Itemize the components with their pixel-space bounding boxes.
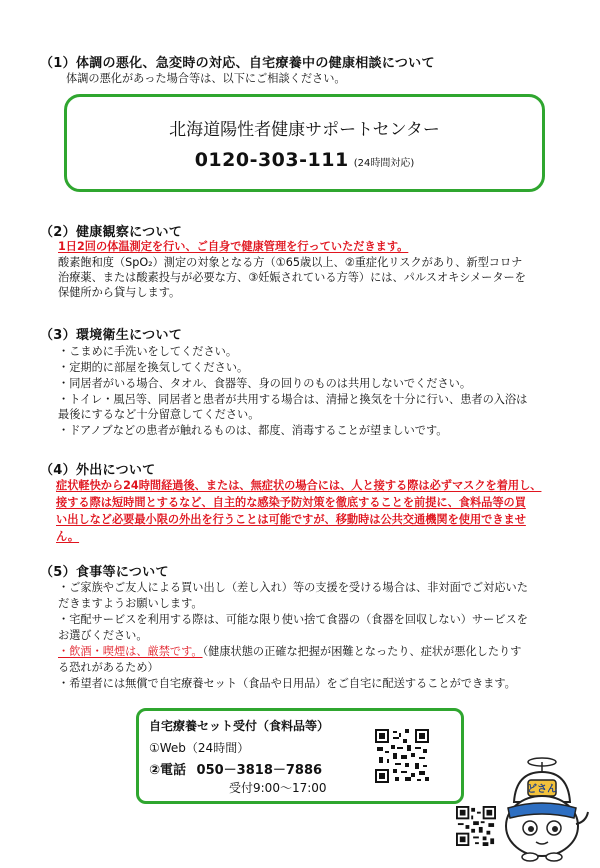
section3-line: ・こまめに手洗いをしてください。 xyxy=(58,345,238,358)
mascot-badge-text: どさん xyxy=(527,784,557,795)
section2-red-line: 1日2回の体温測定を行い、ご自身で健康管理を行っていただきます。 xyxy=(58,240,409,253)
home-kit-web[interactable]: ①Web（24時間） xyxy=(149,741,250,755)
section4-line: 症状軽快から24時間経過後、または、無症状の場合には、人と接する際は必ずマスクを着用し、 xyxy=(56,479,542,492)
section4-line: 接する際は短時間とするなど、自主的な感染予防対策を徹底することを前提に、食料品等の買 xyxy=(56,496,526,509)
section4-line: ん。 xyxy=(56,530,80,543)
qr-code-icon[interactable] xyxy=(456,806,496,846)
support-center-phone[interactable]: 0120-303-111 xyxy=(194,149,349,171)
section4-line: い出しなど必要最小限の外出を行うことは可能ですが、移動時は公共交通機関を使用できませ xyxy=(56,513,526,526)
home-kit-hours: 受付9:00～17:00 xyxy=(229,781,327,795)
section3-line: ・同居者がいる場合、タオル、食器等、身の回りのものは共用しないでください。 xyxy=(58,377,472,390)
home-kit-tel-number[interactable]: 050－3818－7886 xyxy=(196,763,323,778)
section5-line: ・希望者には無償で自宅療養セット（食品や日用品）をご自宅に配送することができます。 xyxy=(58,677,516,690)
section5-reason: （健康状態の正確な把握が困難となったり、症状が悪化したりす xyxy=(202,645,522,658)
section1-intro: 体調の悪化があった場合等は、以下にご相談ください。 xyxy=(66,72,346,85)
qr-code-icon[interactable] xyxy=(375,729,429,783)
section2-line: 酸素飽和度（SpO₂）測定の対象となる方（①65歳以上、②重症化リスクがあり、新型コロナ xyxy=(58,256,523,269)
section3-line: ・トイレ・風呂等、同居者と患者が共用する場合は、清掃と換気を十分に行い、患者の入浴は xyxy=(58,393,528,406)
section5-red-warning: ・飲酒・喫煙は、厳禁です。 xyxy=(58,645,203,658)
section1-heading: （1）体調の悪化、急変時の対応、自宅療養中の健康相談について xyxy=(40,56,435,71)
home-kit-box xyxy=(136,708,464,804)
section3-line: ・ドアノブなどの患者が触れるものは、都度、消毒することが望ましいです。 xyxy=(58,424,448,437)
section5-heading: （5）食事等について xyxy=(40,565,169,580)
section3-line: ・定期的に部屋を換気してください。 xyxy=(58,361,249,374)
section5-line: ・ご家族やご友人による買い出し（差し入れ）等の支援を受ける場合は、非対面でご対応いた xyxy=(58,581,528,594)
section3-line: 最後にするなど十分留意してください。 xyxy=(58,408,260,421)
support-center-phone-note: (24時間対応) xyxy=(353,158,415,169)
support-center-box xyxy=(64,94,545,192)
section2-heading: （2）健康観察について xyxy=(40,225,183,240)
section5-alcohol-line xyxy=(58,644,521,660)
section4-heading: （4）外出について xyxy=(40,463,156,478)
support-center-name: 北海道陽性者健康サポートセンター xyxy=(169,120,440,140)
section3-heading: （3）環境衛生について xyxy=(40,328,183,343)
home-kit-tel-label: ②電話 xyxy=(149,763,187,778)
mascot-illustration xyxy=(500,754,590,864)
section2-line: 治療薬、または酸素投与が必要な方、③妊娠されている方等）には、パルスオキシメーターを xyxy=(58,271,526,284)
section5-line: お選びください。 xyxy=(58,629,148,642)
section5-line: だきますようお願いします。 xyxy=(58,597,203,610)
section2-line: 保健所から貸与します。 xyxy=(58,286,181,299)
section5-line: る恐れがあるため） xyxy=(58,661,159,674)
home-kit-title: 自宅療養セット受付（食料品等） xyxy=(149,719,330,733)
section5-line: ・宅配サービスを利用する際は、可能な限り使い捨て食器の（食器を回収しない）サービスを xyxy=(58,613,528,626)
